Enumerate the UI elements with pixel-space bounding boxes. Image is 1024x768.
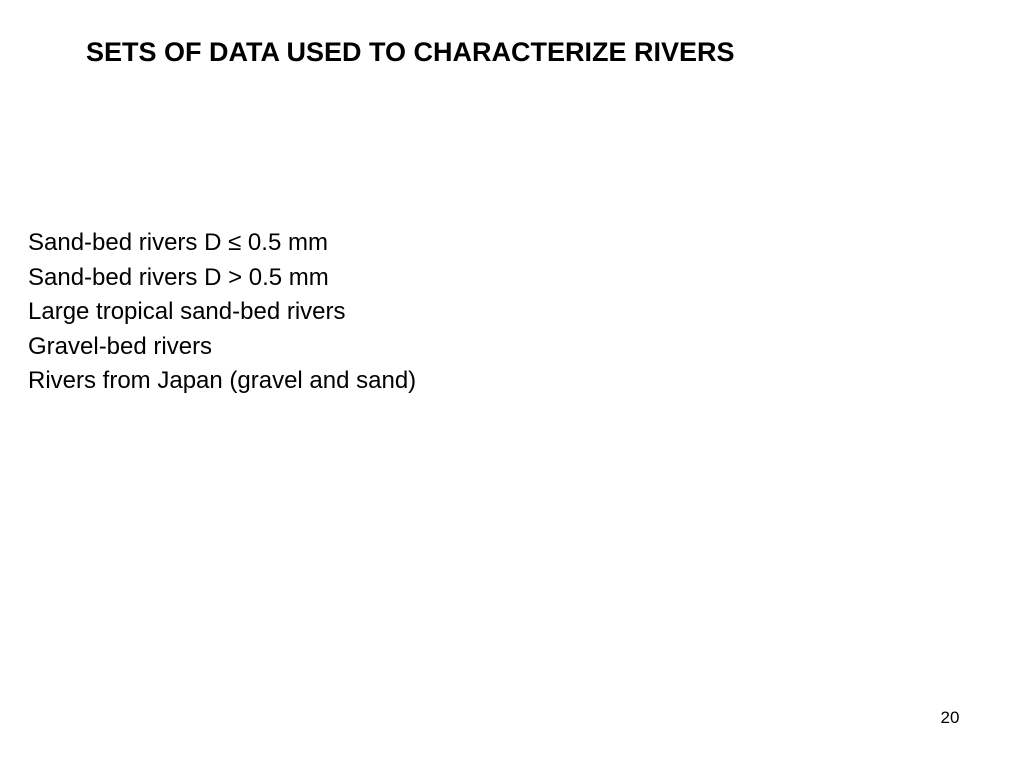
list-item: Sand-bed rivers D > 0.5 mm [28, 263, 329, 291]
list-item: Gravel-bed rivers [28, 332, 213, 360]
slide-title: SETS OF DATA USED TO CHARACTERIZE RIVERS [86, 37, 735, 67]
list-item: Sand-bed rivers D ≤ 0.5 mm [28, 229, 328, 256]
page-number: 20 [940, 708, 960, 727]
list-item: Rivers from Japan (gravel and sand) [28, 367, 417, 394]
dataset-list [28, 226, 416, 399]
list-item: Large tropical sand-bed rivers [28, 298, 346, 325]
